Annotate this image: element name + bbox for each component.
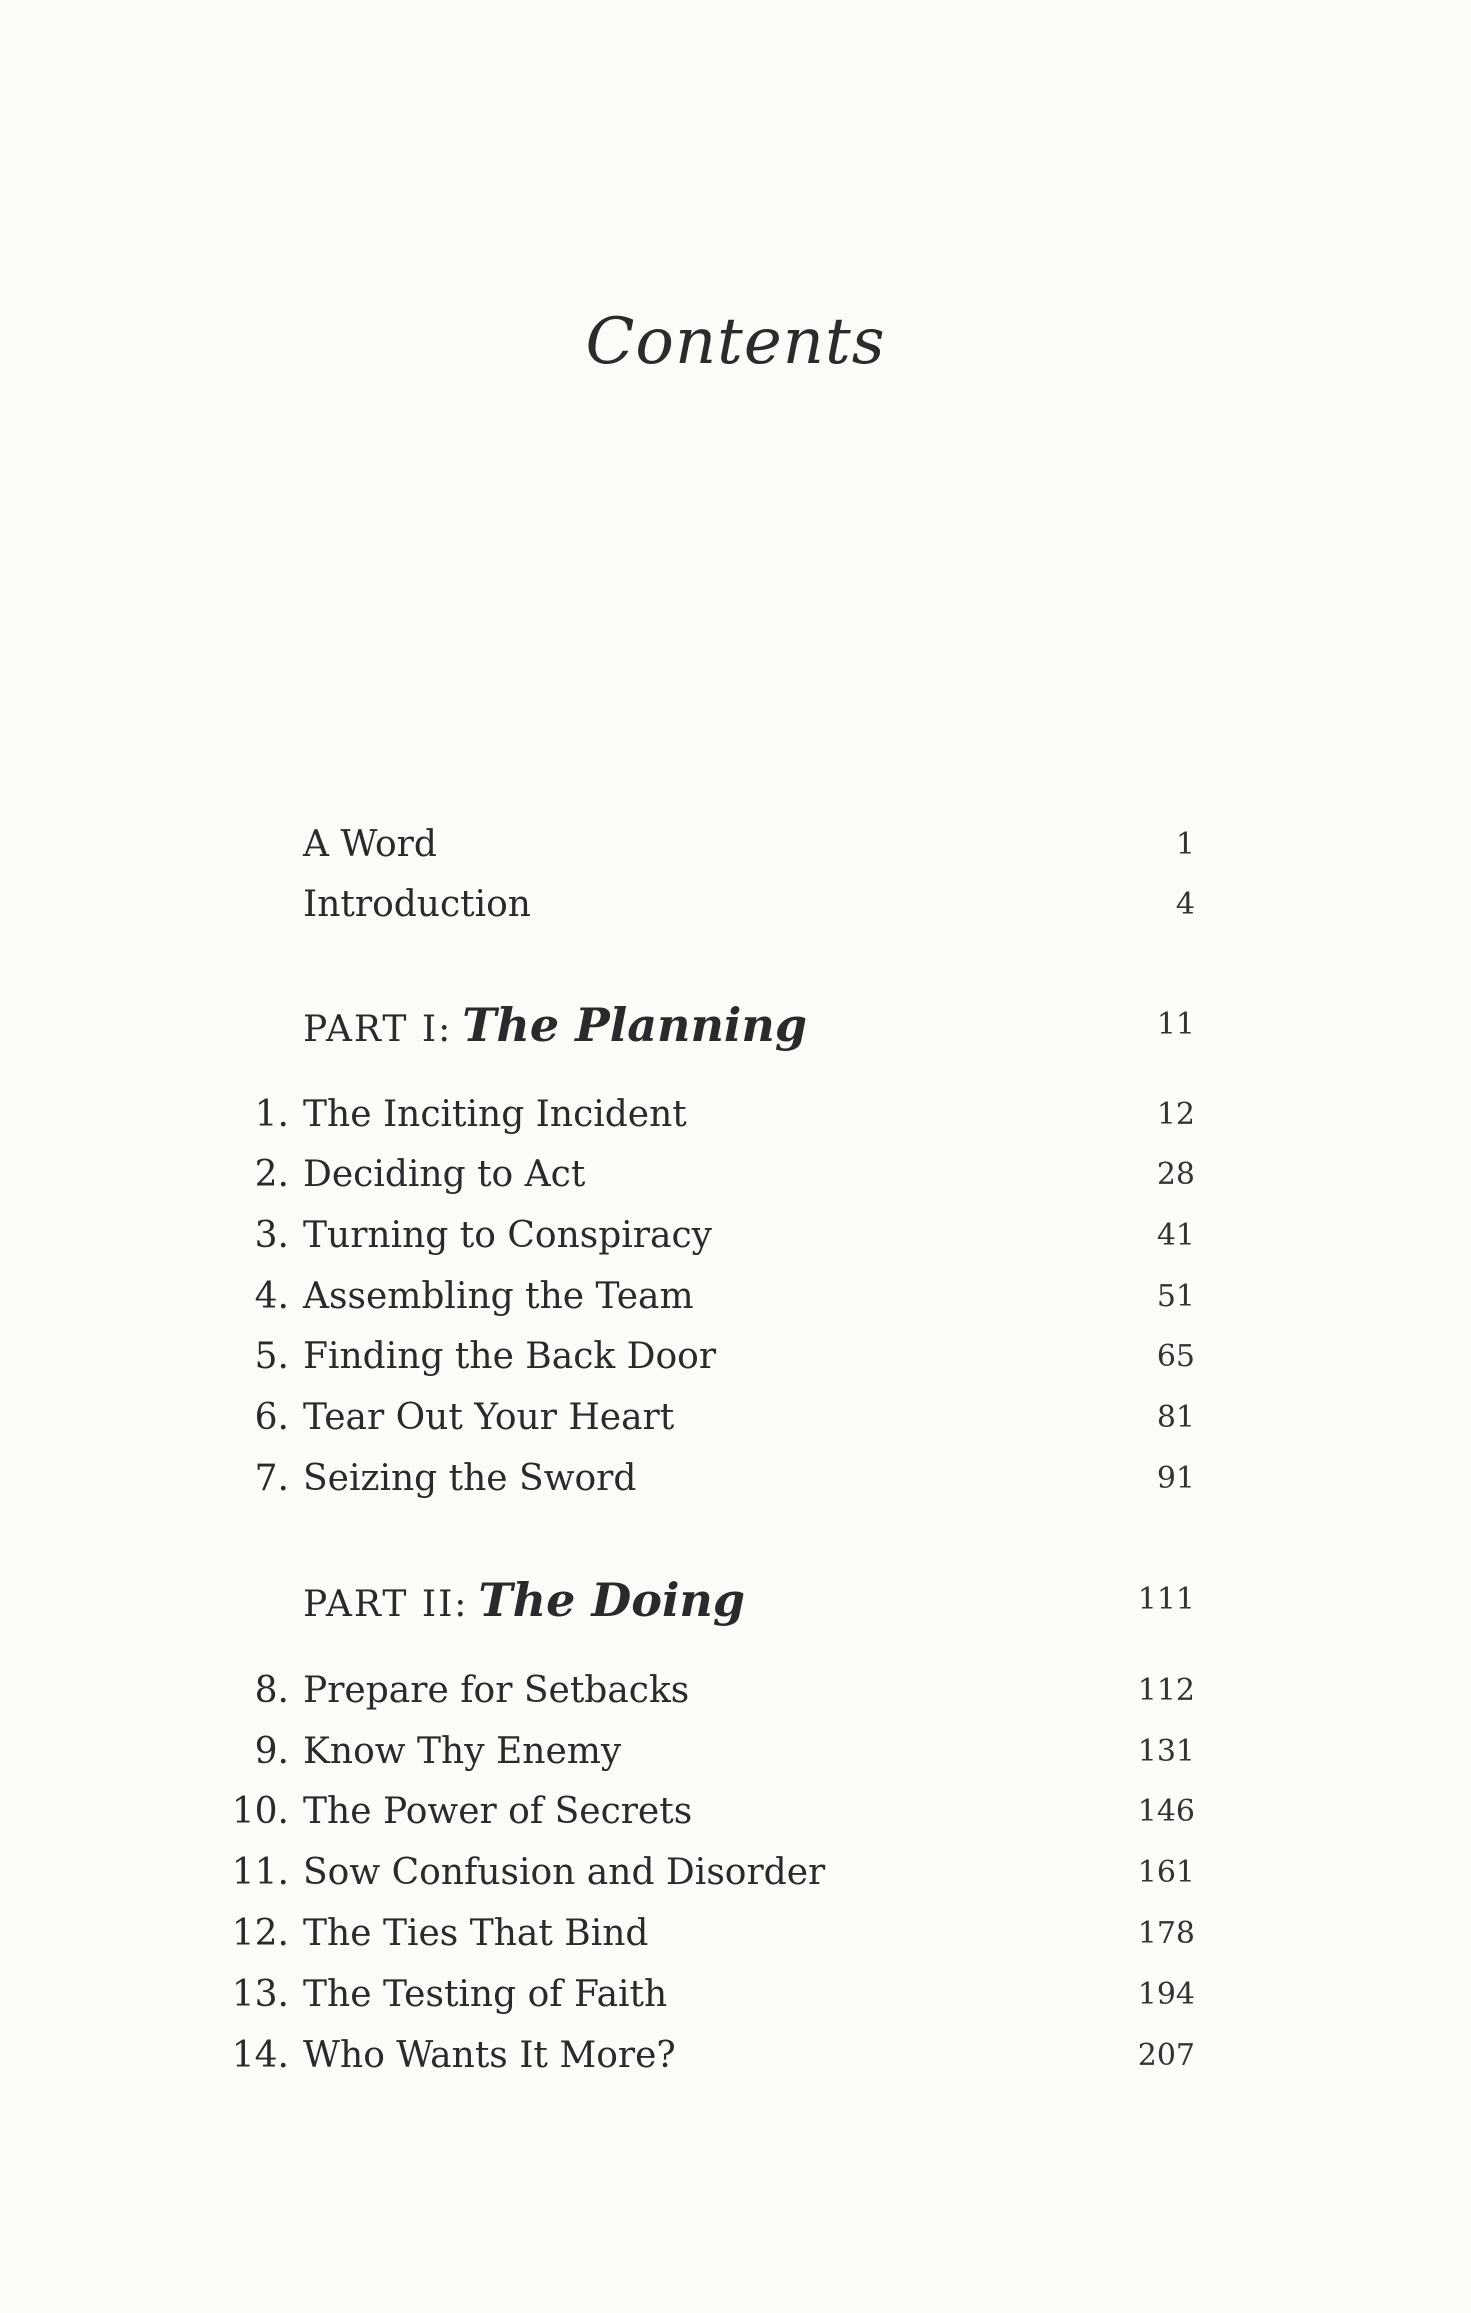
toc-entry-introduction[interactable] <box>0 875 1471 935</box>
toc-chapter-7[interactable] <box>0 1449 1471 1509</box>
chapter-title: Who Wants It More? <box>303 2035 676 2076</box>
part-label: PART II: <box>303 1584 469 1625</box>
part-label: PART I: <box>303 1009 453 1050</box>
chapter-number: 7. <box>254 1458 289 1499</box>
part-page-number: 111 <box>1137 1582 1195 1617</box>
toc-entry-a-word[interactable] <box>0 815 1471 875</box>
chapter-number: 11. <box>231 1852 289 1893</box>
chapter-page-number: 91 <box>1156 1461 1195 1496</box>
chapter-page-number: 131 <box>1137 1734 1195 1769</box>
chapter-title: The Power of Secrets <box>303 1791 693 1832</box>
part-page-number: 11 <box>1156 1007 1195 1042</box>
chapter-page-number: 194 <box>1137 1977 1195 2012</box>
chapter-number: 4. <box>254 1276 289 1317</box>
toc-chapter-8[interactable] <box>0 1661 1471 1721</box>
chapter-title: Assembling the Team <box>303 1276 694 1317</box>
chapter-title: Turning to Conspiracy <box>303 1215 712 1256</box>
chapter-title: Seizing the Sword <box>303 1458 637 1499</box>
chapter-page-number: 81 <box>1156 1400 1195 1435</box>
chapter-page-number: 112 <box>1137 1673 1195 1708</box>
chapter-title: Finding the Back Door <box>303 1336 717 1377</box>
toc-chapter-11[interactable] <box>0 1843 1471 1903</box>
toc-part-1[interactable] <box>0 990 1471 1060</box>
toc-chapter-1[interactable] <box>0 1085 1471 1145</box>
toc-chapter-12[interactable] <box>0 1904 1471 1964</box>
chapter-page-number: 65 <box>1156 1339 1195 1374</box>
chapter-number: 6. <box>254 1397 289 1438</box>
toc-chapter-5[interactable] <box>0 1327 1471 1387</box>
chapter-number: 14. <box>231 2035 289 2076</box>
toc-chapter-3[interactable] <box>0 1206 1471 1266</box>
toc-chapter-14[interactable] <box>0 2026 1471 2086</box>
chapter-title: Sow Confusion and Disorder <box>303 1852 826 1893</box>
chapter-title: Prepare for Setbacks <box>303 1670 690 1711</box>
chapter-page-number: 12 <box>1156 1097 1195 1132</box>
chapter-number: 13. <box>231 1974 289 2015</box>
entry-page-number: 4 <box>1175 887 1195 922</box>
part-name: The Doing <box>478 1573 746 1627</box>
toc-chapter-4[interactable] <box>0 1267 1471 1327</box>
chapter-number: 2. <box>254 1154 289 1195</box>
part-heading <box>303 990 807 1065</box>
chapter-page-number: 161 <box>1137 1855 1195 1890</box>
chapter-page-number: 28 <box>1156 1157 1195 1192</box>
chapter-number: 10. <box>231 1791 289 1832</box>
chapter-number: 9. <box>254 1731 289 1772</box>
chapter-title: The Testing of Faith <box>303 1974 668 2015</box>
chapter-number: 5. <box>254 1336 289 1377</box>
part-heading <box>303 1565 745 1640</box>
toc-chapter-13[interactable] <box>0 1965 1471 2025</box>
chapter-title: Deciding to Act <box>303 1154 586 1195</box>
chapter-page-number: 178 <box>1137 1916 1195 1951</box>
chapter-title: Tear Out Your Heart <box>303 1397 675 1438</box>
chapter-title: Know Thy Enemy <box>303 1731 622 1772</box>
chapter-page-number: 41 <box>1156 1218 1195 1253</box>
toc-chapter-9[interactable] <box>0 1722 1471 1782</box>
chapter-page-number: 51 <box>1156 1279 1195 1314</box>
toc-chapter-2[interactable] <box>0 1145 1471 1205</box>
entry-page-number: 1 <box>1175 827 1195 862</box>
chapter-number: 8. <box>254 1670 289 1711</box>
chapter-title: The Inciting Incident <box>303 1094 687 1135</box>
chapter-title: The Ties That Bind <box>303 1913 649 1954</box>
entry-label: Introduction <box>303 884 531 925</box>
part-name: The Planning <box>462 998 808 1052</box>
chapter-number: 12. <box>231 1913 289 1954</box>
chapter-page-number: 207 <box>1137 2038 1195 2073</box>
chapter-number: 3. <box>254 1215 289 1256</box>
chapter-number: 1. <box>254 1094 289 1135</box>
page-title: Contents <box>585 305 886 379</box>
entry-label: A Word <box>303 824 437 865</box>
toc-part-2[interactable] <box>0 1565 1471 1635</box>
chapter-page-number: 146 <box>1137 1794 1195 1829</box>
toc-chapter-10[interactable] <box>0 1782 1471 1842</box>
toc-chapter-6[interactable] <box>0 1388 1471 1448</box>
